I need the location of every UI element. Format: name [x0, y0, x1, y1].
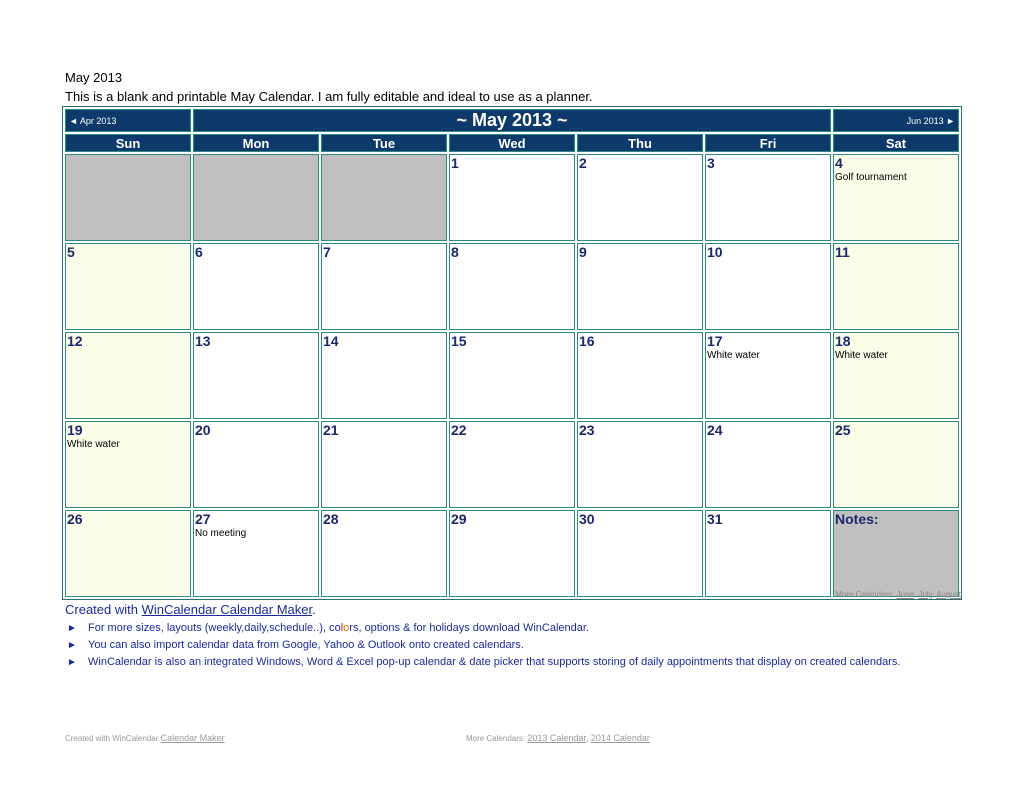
- day-event: Golf tournament: [835, 172, 907, 183]
- footer-right: More Calendars: 2013 Calendar, 2014 Calendar: [466, 733, 650, 743]
- promo-item-text-b: , options & for holidays download WinCalendar.: [358, 622, 589, 634]
- day-number: 31: [707, 511, 723, 527]
- colors-part: l: [340, 622, 344, 634]
- created-prefix: Created with: [65, 602, 142, 617]
- day-number: 27: [195, 511, 211, 527]
- day-number: 23: [579, 422, 595, 438]
- empty-day-cell: [321, 154, 447, 241]
- day-cell: [577, 421, 703, 508]
- day-cell: [577, 243, 703, 330]
- weekday-header-fri: Fri: [705, 134, 831, 152]
- day-number: 22: [451, 422, 467, 438]
- day-number: 28: [323, 511, 339, 527]
- day-cell: [705, 154, 831, 241]
- day-cell: [193, 421, 319, 508]
- day-cell: [705, 243, 831, 330]
- day-cell: [449, 332, 575, 419]
- calendar-week-row: [65, 154, 959, 241]
- day-cell: [577, 154, 703, 241]
- calendar-body: [65, 154, 959, 597]
- day-cell: [833, 332, 959, 419]
- promo-item: [65, 654, 935, 671]
- day-cell: [193, 332, 319, 419]
- day-number: 29: [451, 511, 467, 527]
- promo-item: [65, 620, 935, 637]
- footer-left-text: Created with WinCalendar: [65, 734, 161, 743]
- day-cell: [833, 421, 959, 508]
- day-number: 5: [67, 244, 75, 260]
- weekday-header-tue: Tue: [321, 134, 447, 152]
- notes-label: Notes:: [835, 511, 879, 527]
- day-number: 1: [451, 155, 459, 171]
- created-with: [65, 602, 316, 617]
- more-calendars-label: More Calendars:: [835, 590, 895, 599]
- triangle-right-icon: ►: [67, 640, 77, 651]
- next-month-link[interactable]: Jun 2013 ►: [906, 115, 956, 126]
- calendar-week-row: [65, 243, 959, 330]
- day-number: 21: [323, 422, 339, 438]
- day-cell: [65, 243, 191, 330]
- triangle-right-icon: ►: [67, 623, 77, 634]
- day-cell: [65, 332, 191, 419]
- day-number: 20: [195, 422, 211, 438]
- day-number: 4: [835, 155, 843, 171]
- more-calendars-link-august[interactable]: August: [936, 590, 961, 599]
- day-cell: [65, 421, 191, 508]
- more-calendars-link-july[interactable]: July: [918, 590, 933, 599]
- day-cell: [449, 421, 575, 508]
- day-cell: [193, 510, 319, 597]
- day-number: 13: [195, 333, 211, 349]
- day-number: 30: [579, 511, 595, 527]
- day-cell: [705, 510, 831, 597]
- day-cell: [321, 421, 447, 508]
- day-cell: [449, 154, 575, 241]
- promo-item-text-a: For more sizes, layouts (weekly,daily,schedule..),: [88, 622, 330, 634]
- day-cell: [833, 154, 959, 241]
- weekday-header-sun: Sun: [65, 134, 191, 152]
- empty-day-cell: [65, 154, 191, 241]
- day-number: 10: [707, 244, 723, 260]
- day-cell: [449, 510, 575, 597]
- day-cell: [577, 510, 703, 597]
- footer-2013-calendar-link[interactable]: 2013 Calendar: [527, 733, 587, 743]
- weekday-header-mon: Mon: [193, 134, 319, 152]
- colors-part: co: [329, 622, 341, 634]
- day-number: 17: [707, 333, 723, 349]
- weekday-header-wed: Wed: [449, 134, 575, 152]
- footer-right-text: More Calendars:: [466, 734, 528, 743]
- colors-part: o: [343, 622, 350, 634]
- created-suffix: .: [312, 602, 316, 617]
- day-number: 2: [579, 155, 587, 171]
- prev-month-link[interactable]: ◄ Apr 2013: [69, 115, 117, 126]
- day-cell: [193, 243, 319, 330]
- promo-list: [65, 620, 935, 671]
- day-cell: [65, 510, 191, 597]
- day-cell: [321, 510, 447, 597]
- day-number: 11: [835, 244, 850, 260]
- day-cell: [577, 332, 703, 419]
- day-number: 7: [323, 244, 331, 260]
- calendar-maker-link[interactable]: WinCalendar Calendar Maker: [141, 602, 313, 617]
- day-cell: [833, 243, 959, 330]
- page-subtitle: This is a blank and printable May Calendar. I am fully editable and ideal to use as a planner.: [65, 89, 593, 104]
- triangle-right-icon: ►: [67, 657, 77, 668]
- page-title: May 2013: [65, 70, 123, 85]
- footer-calendar-maker-link[interactable]: Calendar Maker: [160, 733, 225, 743]
- colors-part: rs: [349, 622, 359, 634]
- day-event: White water: [67, 439, 120, 450]
- weekday-header-thu: Thu: [577, 134, 703, 152]
- day-number: 9: [579, 244, 587, 260]
- more-calendars: More Calendars: June, July, August: [835, 590, 961, 599]
- weekday-header-sat: Sat: [833, 134, 959, 152]
- day-number: 26: [67, 511, 83, 527]
- month-title: ~ May 2013 ~: [193, 109, 831, 132]
- day-number: 8: [451, 244, 459, 260]
- more-calendars-link-june[interactable]: June: [896, 590, 914, 599]
- footer-2014-calendar-link[interactable]: 2014 Calendar: [590, 733, 650, 743]
- day-cell: [705, 421, 831, 508]
- calendar-week-row: [65, 421, 959, 508]
- next-month-cell: [833, 109, 959, 132]
- day-number: 12: [67, 333, 83, 349]
- footer-left: [65, 733, 225, 743]
- day-event: White water: [707, 350, 760, 361]
- empty-day-cell: [193, 154, 319, 241]
- promo-item-text: You can also import calendar data from Google, Yahoo & Outlook onto created calendars.: [88, 639, 524, 651]
- day-event: No meeting: [195, 528, 247, 539]
- day-cell: [321, 243, 447, 330]
- day-number: 14: [323, 333, 339, 349]
- day-number: 25: [835, 422, 851, 438]
- day-cell: [705, 332, 831, 419]
- day-number: 24: [707, 422, 723, 438]
- notes-cell: [833, 510, 959, 597]
- day-number: 6: [195, 244, 203, 260]
- day-cell: [449, 243, 575, 330]
- day-number: 19: [67, 422, 83, 438]
- calendar-week-row: [65, 510, 959, 597]
- promo-item-text: WinCalendar is also an integrated Windows, Word & Excel pop-up calendar & date picker that supports storing of daily appointments that display on created calendars.: [88, 656, 901, 668]
- day-number: 3: [707, 155, 715, 171]
- promo-item: [65, 637, 935, 654]
- day-event: White water: [835, 350, 888, 361]
- calendar-table: [62, 106, 962, 600]
- day-number: 15: [451, 333, 467, 349]
- calendar-week-row: [65, 332, 959, 419]
- day-number: 18: [835, 333, 851, 349]
- prev-month-cell: [65, 109, 191, 132]
- day-cell: [321, 332, 447, 419]
- day-number: 16: [579, 333, 595, 349]
